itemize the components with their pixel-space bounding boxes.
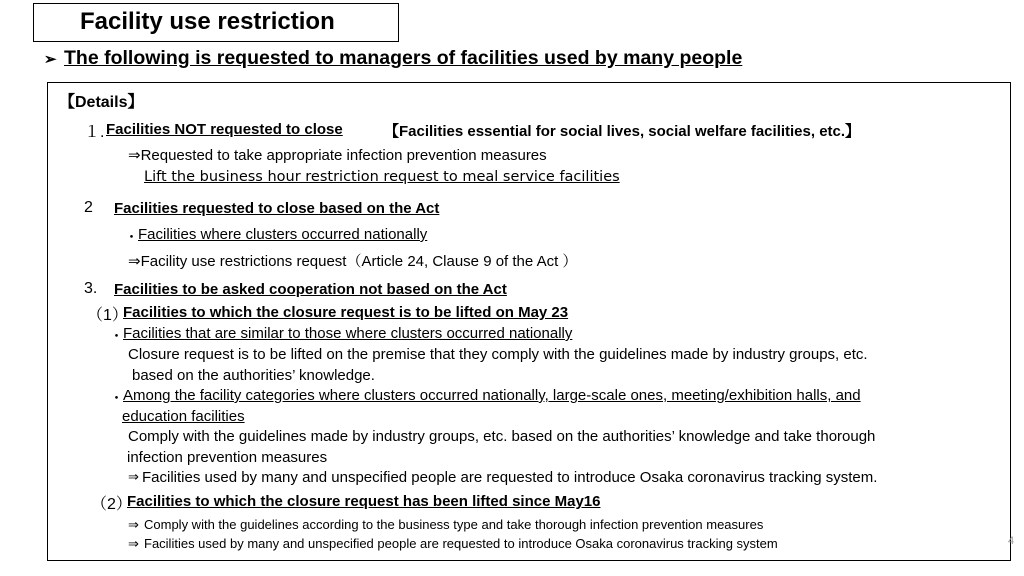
- subsection-2-title: Facilities to which the closure request has been lifted since May16: [127, 493, 601, 510]
- subsection-2-arrow-icon-1: ⇒: [128, 517, 139, 532]
- subsection-1-bullet-2-text-3: Facilities used by many and unspecified people are requested to introduce Osaka coronavirus tracking system.: [142, 469, 878, 486]
- subtitle: [44, 47, 742, 70]
- section-2-title: Facilities requested to close based on the Act: [114, 200, 440, 217]
- subtitle-text: The following is requested to managers of facilities used by many people: [64, 47, 743, 69]
- subsection-1-bullet-2-text-2: infection prevention measures: [127, 449, 328, 466]
- subsection-1-bullet-2-line-1: Among the facility categories where clusters occurred nationally, large-scale ones, meeting/exhibition halls, and: [123, 387, 861, 404]
- subsection-1-bullet-1-marker: ・: [109, 328, 125, 345]
- section-1-number: １.: [84, 124, 105, 141]
- subsection-1-title: Facilities to which the closure request is to be lifted on May 23: [123, 304, 569, 321]
- subsection-2-line-2: Facilities used by many and unspecified people are requested to introduce Osaka coronavirus tracking system: [144, 536, 778, 551]
- subsection-2-arrow-icon-2: ⇒: [128, 536, 139, 551]
- subsection-1-number: （1）: [87, 307, 128, 324]
- subsection-2-number: （2）: [91, 496, 132, 513]
- section-1-line-2: Lift the business hour restriction request to meal service facilities: [144, 169, 620, 185]
- subsection-1-bullet-2-line-2: education facilities: [122, 408, 245, 425]
- subsection-1-bullet-1: Facilities that are similar to those where clusters occurred nationally: [123, 325, 573, 342]
- section-1-title: Facilities NOT requested to close: [106, 121, 343, 138]
- section-2-number: 2: [84, 199, 93, 216]
- section-2-bullet: Facilities where clusters occurred nationally: [138, 226, 428, 243]
- details-heading: 【Details】: [59, 94, 144, 111]
- section-2-bullet-marker: ・: [124, 229, 140, 246]
- subsection-2-line-1: Comply with the guidelines according to the business type and take thorough infection prevention measures: [144, 517, 764, 532]
- section-1-note: 【Facilities essential for social lives, social welfare facilities, etc.】: [384, 123, 861, 140]
- section-3-title: Facilities to be asked cooperation not based on the Act: [114, 281, 507, 298]
- subsection-1-bullet-1-line-1: Closure request is to be lifted on the premise that they comply with the guidelines made by industry groups, etc.: [128, 346, 868, 363]
- page-title: Facility use restriction: [33, 3, 399, 42]
- arrow-bullet-icon: ➢: [44, 51, 57, 68]
- section-1-line-1: ⇒Requested to take appropriate infection prevention measures: [128, 147, 547, 164]
- section-2-line: ⇒Facility use restrictions request（Article 24, Clause 9 of the Act ）: [128, 253, 578, 270]
- subsection-1-bullet-2-marker: ・: [109, 390, 125, 407]
- subsection-1-arrow-icon: ⇒: [128, 469, 139, 484]
- subsection-1-bullet-1-line-2: based on the authorities’ knowledge.: [132, 367, 375, 384]
- subsection-1-bullet-2-text-1: Comply with the guidelines made by industry groups, etc. based on the authorities’ knowledge and take thorough: [128, 428, 876, 445]
- section-3-number: 3.: [84, 280, 98, 297]
- page-number: 4: [1008, 535, 1015, 547]
